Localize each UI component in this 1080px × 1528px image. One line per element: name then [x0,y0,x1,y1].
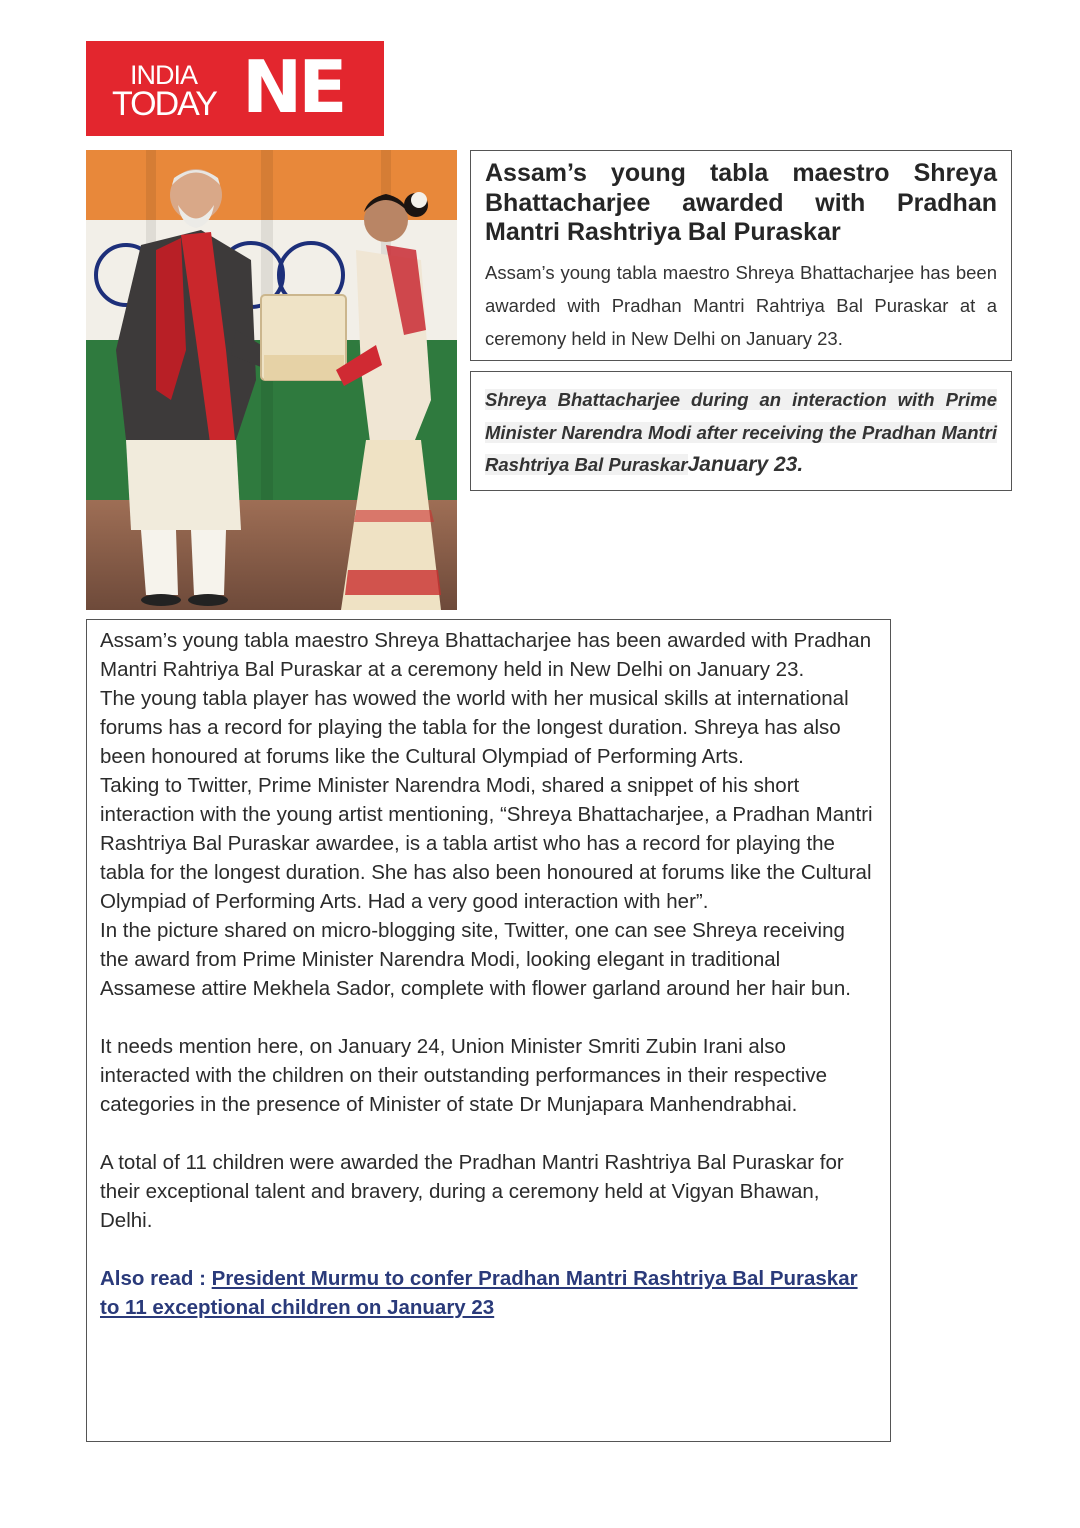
body-paragraph: The young tabla player has wowed the world with her musical skills at international forums has a record for playing the tabla for the longest duration. Shreya has also been honoured at forums like the Cultural Olympiad of Performing Arts. [100,687,849,768]
also-read-link[interactable]: President Murmu to confer Pradhan Mantri Rashtriya Bal Puraskar to 11 exceptional children on January 23 [100,1267,858,1319]
photo-image [86,150,457,610]
also-read [100,1264,877,1322]
body-paragraph: Taking to Twitter, Prime Minister Narendra Modi, shared a snippet of his short interaction with the young artist mentioning, “Shreya Bhattacharjee, a Pradhan Mantri Rashtriya Bal Puraskar awardee, is a tabla artist who has a record for playing the tabla for the longest duration. She has also been honoured at forums like the Cultural Olympiad of Performing Arts. Had a very good interaction with her”. [100,774,873,913]
logo-india-text: INDIA [130,60,198,90]
body-paragraph: In the picture shared on micro-blogging site, Twitter, one can see Shreya receiving the award from Prime Minister Narendra Modi, looking elegant in traditional Assamese attire Mekhela Sador, complete with flower garland around her hair bun. [100,919,851,1000]
caption-text: Shreya Bhattacharjee during an interaction with Prime Minister Narendra Modi after receiving the Pradhan Mantri Rashtriya Bal Puraskar [485,389,997,475]
article-summary: Assam’s young tabla maestro Shreya Bhattacharjee has been awarded with Pradhan Mantri Rahtriya Bal Puraskar at a ceremony held in New Delhi on January 23. [485,261,997,349]
body-paragraph: It needs mention here, on January 24, Union Minister Smriti Zubin Irani also interacted with the children on their outstanding performances in their respective categories in the presence of Minister of state Dr Munjapara Manhendrabhai. [100,1035,828,1116]
logo-ne-mark: NE [242,45,344,129]
article-headline: Assam’s young tabla maestro Shreya Bhattacharjee awarded with Pradhan Mantri Rashtriya Bal Puraskar [485,159,997,246]
caption-date: January 23. [687,453,804,476]
also-read-label: Also read : [100,1267,206,1290]
article-photo [86,150,457,610]
photo-caption [485,384,997,482]
headline-box [470,150,1012,361]
india-today-ne-logo [86,41,384,136]
article-body [86,619,891,1442]
body-paragraph: A total of 11 children were awarded the Pradhan Mantri Rashtriya Bal Puraskar for their exceptional talent and bravery, during a ceremony held at Vigyan Bhawan, Delhi. [100,1151,844,1232]
body-paragraph: Assam’s young tabla maestro Shreya Bhattacharjee has been awarded with Pradhan Mantri Rahtriya Bal Puraskar at a ceremony held in New Delhi on January 23. [100,629,872,681]
photo-caption-box [470,371,1012,491]
logo-today-text: TODAY [112,85,216,123]
